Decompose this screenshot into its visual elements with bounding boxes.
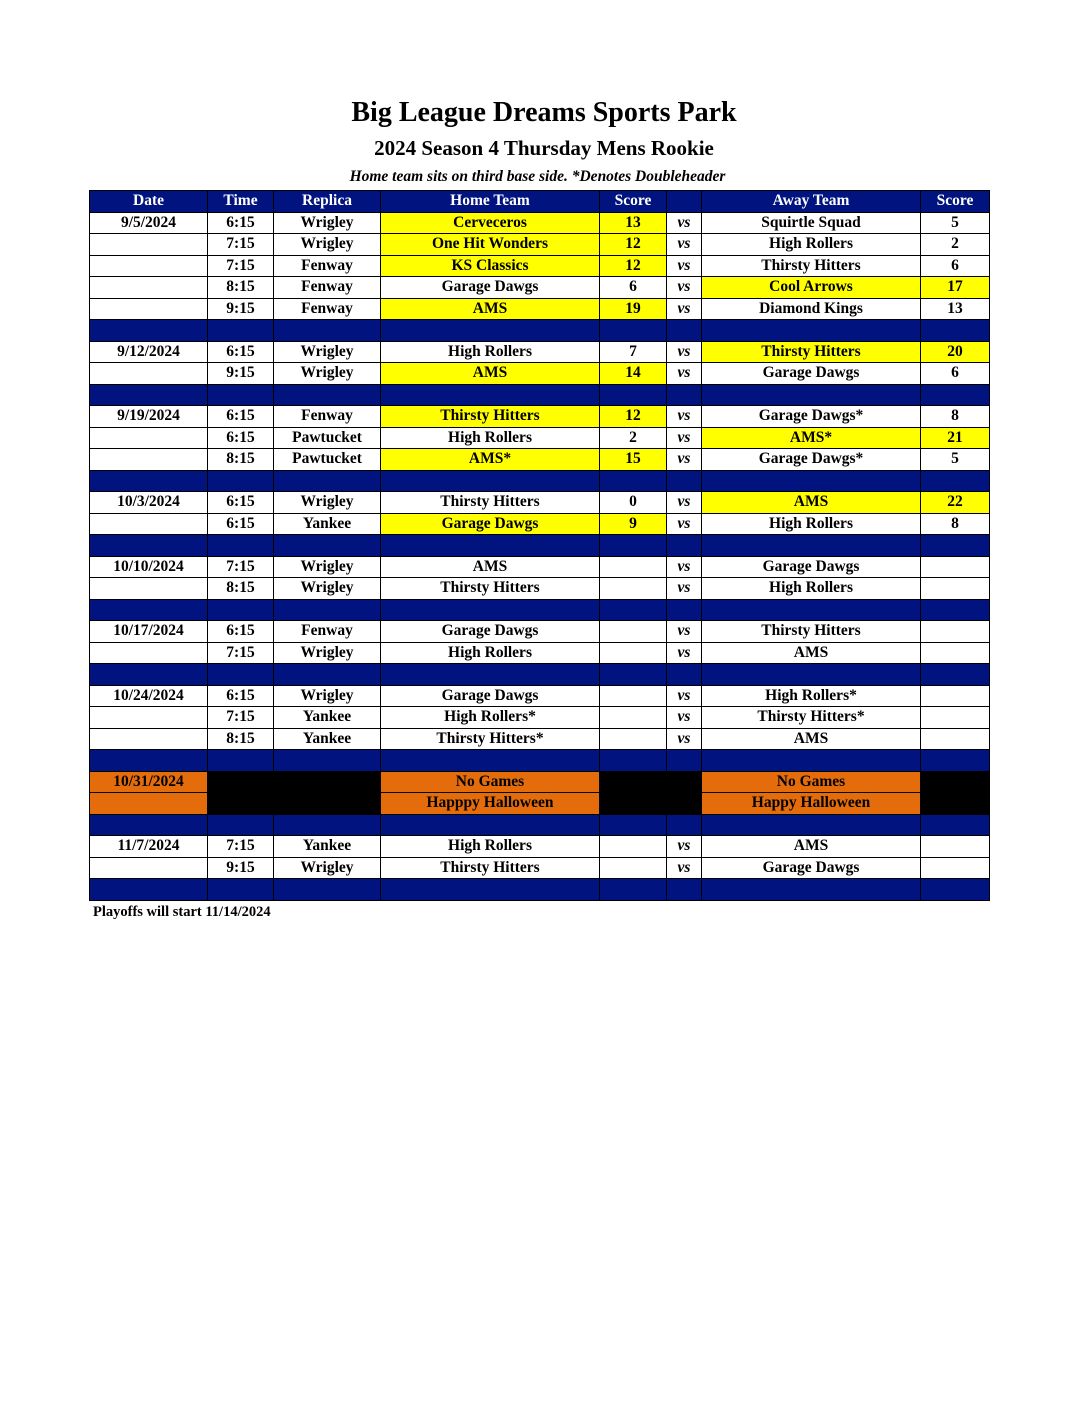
home-team-cell: KS Classics [381, 255, 600, 277]
header-row [90, 191, 990, 213]
separator-cell [274, 535, 381, 557]
vs-cell: vs [667, 578, 702, 600]
away-score-cell: 21 [921, 427, 990, 449]
home-score-cell: 2 [600, 427, 667, 449]
vs-cell: vs [667, 212, 702, 234]
home-score-cell: 12 [600, 234, 667, 256]
separator-cell [921, 879, 990, 901]
home-score-cell: 9 [600, 513, 667, 535]
replica-cell: Wrigley [274, 685, 381, 707]
game-row [90, 341, 990, 363]
game-row [90, 836, 990, 858]
col-header-home-team: Home Team [381, 191, 600, 213]
away-score-cell: 8 [921, 406, 990, 428]
separator-cell [600, 814, 667, 836]
separator-cell [921, 535, 990, 557]
separator-cell [208, 814, 274, 836]
separator-cell [667, 750, 702, 772]
separator-cell [90, 814, 208, 836]
separator-cell [600, 470, 667, 492]
blackout-cell [208, 771, 381, 793]
col-header-home-score: Score [600, 191, 667, 213]
schedule-table [89, 190, 990, 901]
away-team-cell: Thirsty Hitters* [702, 707, 921, 729]
home-team-cell: Thirsty Hitters [381, 406, 600, 428]
home-team-cell: Garage Dawgs [381, 513, 600, 535]
separator-cell [381, 750, 600, 772]
home-team-cell: AMS [381, 363, 600, 385]
separator-cell [90, 320, 208, 342]
holiday-row [90, 793, 990, 815]
separator-cell [274, 599, 381, 621]
time-cell: 7:15 [208, 556, 274, 578]
separator-cell [600, 599, 667, 621]
time-cell: 8:15 [208, 277, 274, 299]
home-team-cell: AMS [381, 298, 600, 320]
away-score-cell [921, 642, 990, 664]
col-header-vs [667, 191, 702, 213]
vs-cell: vs [667, 449, 702, 471]
vs-cell: vs [667, 341, 702, 363]
schedule-note: Home team sits on third base side. *Denotes Doubleheader [349, 168, 726, 185]
date-cell [90, 793, 208, 815]
time-cell: 6:15 [208, 212, 274, 234]
date-cell: 10/31/2024 [90, 771, 208, 793]
vs-cell: vs [667, 427, 702, 449]
away-score-cell [921, 685, 990, 707]
separator-cell [274, 664, 381, 686]
week-separator-row [90, 470, 990, 492]
date-cell: 10/10/2024 [90, 556, 208, 578]
blackout-cell [921, 771, 990, 793]
away-team-cell: Garage Dawgs [702, 857, 921, 879]
separator-cell [274, 814, 381, 836]
away-score-cell: 6 [921, 255, 990, 277]
replica-cell: Pawtucket [274, 427, 381, 449]
home-team-cell: One Hit Wonders [381, 234, 600, 256]
home-team-cell: Garage Dawgs [381, 685, 600, 707]
vs-cell: vs [667, 363, 702, 385]
replica-cell: Fenway [274, 406, 381, 428]
vs-cell: vs [667, 857, 702, 879]
time-cell: 9:15 [208, 298, 274, 320]
away-team-cell: High Rollers* [702, 685, 921, 707]
separator-cell [274, 470, 381, 492]
away-team-cell: Thirsty Hitters [702, 341, 921, 363]
home-team-cell: Thirsty Hitters* [381, 728, 600, 750]
date-cell [90, 363, 208, 385]
home-score-cell [600, 685, 667, 707]
away-team-cell: Squirtle Squad [702, 212, 921, 234]
week-separator-row [90, 750, 990, 772]
time-cell: 6:15 [208, 427, 274, 449]
col-header-away-score: Score [921, 191, 990, 213]
separator-cell [667, 664, 702, 686]
date-cell [90, 298, 208, 320]
away-score-cell: 17 [921, 277, 990, 299]
replica-cell: Wrigley [274, 363, 381, 385]
separator-cell [667, 470, 702, 492]
separator-cell [208, 599, 274, 621]
time-cell: 6:15 [208, 685, 274, 707]
separator-cell [702, 879, 921, 901]
separator-cell [702, 384, 921, 406]
away-team-cell: AMS [702, 492, 921, 514]
date-cell: 9/12/2024 [90, 341, 208, 363]
separator-cell [274, 750, 381, 772]
away-score-cell: 5 [921, 212, 990, 234]
week-separator-row [90, 879, 990, 901]
time-cell: 7:15 [208, 836, 274, 858]
date-cell [90, 728, 208, 750]
separator-cell [702, 320, 921, 342]
separator-cell [208, 470, 274, 492]
game-row [90, 277, 990, 299]
away-team-cell: Thirsty Hitters [702, 255, 921, 277]
schedule-body [90, 212, 990, 900]
home-team-cell: High Rollers [381, 836, 600, 858]
vs-cell: vs [667, 707, 702, 729]
vs-cell: vs [667, 836, 702, 858]
replica-cell: Wrigley [274, 492, 381, 514]
home-team-cell: High Rollers [381, 642, 600, 664]
separator-cell [381, 470, 600, 492]
separator-cell [600, 879, 667, 901]
separator-cell [381, 664, 600, 686]
game-row [90, 427, 990, 449]
separator-cell [667, 814, 702, 836]
game-row [90, 298, 990, 320]
away-team-cell: Garage Dawgs* [702, 406, 921, 428]
col-header-time: Time [208, 191, 274, 213]
game-row [90, 556, 990, 578]
separator-cell [600, 320, 667, 342]
time-cell: 6:15 [208, 513, 274, 535]
home-score-cell [600, 578, 667, 600]
home-score-cell [600, 621, 667, 643]
date-cell [90, 513, 208, 535]
home-team-cell: AMS [381, 556, 600, 578]
replica-cell: Fenway [274, 277, 381, 299]
separator-cell [921, 750, 990, 772]
time-cell: 8:15 [208, 728, 274, 750]
home-score-cell: 0 [600, 492, 667, 514]
date-cell [90, 234, 208, 256]
separator-cell [208, 750, 274, 772]
away-score-cell: 5 [921, 449, 990, 471]
date-cell: 10/17/2024 [90, 621, 208, 643]
vs-cell: vs [667, 728, 702, 750]
replica-cell: Fenway [274, 255, 381, 277]
away-score-cell: 8 [921, 513, 990, 535]
replica-cell: Yankee [274, 513, 381, 535]
blackout-cell [600, 793, 702, 815]
away-team-cell: Garage Dawgs [702, 363, 921, 385]
game-row [90, 449, 990, 471]
replica-cell: Wrigley [274, 556, 381, 578]
time-cell: 6:15 [208, 406, 274, 428]
home-score-cell: 6 [600, 277, 667, 299]
separator-cell [381, 384, 600, 406]
separator-cell [667, 879, 702, 901]
separator-cell [702, 814, 921, 836]
separator-cell [921, 599, 990, 621]
vs-cell: vs [667, 234, 702, 256]
separator-cell [702, 750, 921, 772]
home-team-cell: Garage Dawgs [381, 621, 600, 643]
home-score-cell [600, 728, 667, 750]
page-title: Big League Dreams Sports Park [351, 97, 737, 128]
replica-cell: Fenway [274, 621, 381, 643]
time-cell: 9:15 [208, 857, 274, 879]
separator-cell [921, 320, 990, 342]
separator-cell [208, 664, 274, 686]
time-cell: 6:15 [208, 492, 274, 514]
away-team-cell: Thirsty Hitters [702, 621, 921, 643]
separator-cell [667, 599, 702, 621]
away-score-cell: 13 [921, 298, 990, 320]
away-team-cell: Diamond Kings [702, 298, 921, 320]
date-cell: 9/5/2024 [90, 212, 208, 234]
separator-cell [702, 599, 921, 621]
blackout-cell [921, 793, 990, 815]
home-score-cell [600, 707, 667, 729]
separator-cell [600, 664, 667, 686]
page-subtitle: 2024 Season 4 Thursday Mens Rookie [374, 136, 714, 160]
date-cell [90, 707, 208, 729]
date-cell [90, 255, 208, 277]
home-score-cell: 13 [600, 212, 667, 234]
time-cell: 7:15 [208, 255, 274, 277]
game-row [90, 492, 990, 514]
home-score-cell: 15 [600, 449, 667, 471]
home-score-cell: 7 [600, 341, 667, 363]
separator-cell [667, 535, 702, 557]
replica-cell: Yankee [274, 836, 381, 858]
separator-cell [208, 879, 274, 901]
home-team-cell: Thirsty Hitters [381, 492, 600, 514]
time-cell: 8:15 [208, 449, 274, 471]
separator-cell [208, 535, 274, 557]
separator-cell [702, 664, 921, 686]
game-row [90, 728, 990, 750]
away-team-cell: AMS [702, 836, 921, 858]
away-team-cell: Cool Arrows [702, 277, 921, 299]
away-team-cell: AMS [702, 642, 921, 664]
separator-cell [381, 814, 600, 836]
game-row [90, 234, 990, 256]
separator-cell [90, 664, 208, 686]
week-separator-row [90, 599, 990, 621]
away-score-cell [921, 621, 990, 643]
home-team-cell: Garage Dawgs [381, 277, 600, 299]
away-score-cell [921, 836, 990, 858]
home-team-cell: Cerveceros [381, 212, 600, 234]
time-cell: 7:15 [208, 707, 274, 729]
separator-cell [702, 470, 921, 492]
separator-cell [600, 750, 667, 772]
home-team-cell: AMS* [381, 449, 600, 471]
away-team-cell: Garage Dawgs [702, 556, 921, 578]
home-score-cell: 12 [600, 406, 667, 428]
date-cell [90, 449, 208, 471]
col-header-replica: Replica [274, 191, 381, 213]
replica-cell: Wrigley [274, 341, 381, 363]
week-separator-row [90, 664, 990, 686]
vs-cell: vs [667, 492, 702, 514]
away-team-cell: AMS [702, 728, 921, 750]
separator-cell [90, 599, 208, 621]
week-separator-row [90, 320, 990, 342]
time-cell: 6:15 [208, 621, 274, 643]
date-cell: 11/7/2024 [90, 836, 208, 858]
separator-cell [274, 320, 381, 342]
home-score-cell [600, 556, 667, 578]
home-team-cell: Thirsty Hitters [381, 578, 600, 600]
date-cell [90, 857, 208, 879]
game-row [90, 255, 990, 277]
home-team-cell: High Rollers [381, 341, 600, 363]
separator-cell [90, 750, 208, 772]
replica-cell: Fenway [274, 298, 381, 320]
separator-cell [667, 384, 702, 406]
home-score-cell [600, 642, 667, 664]
game-row [90, 857, 990, 879]
separator-cell [381, 879, 600, 901]
replica-cell: Yankee [274, 707, 381, 729]
blackout-cell [600, 771, 702, 793]
separator-cell [208, 384, 274, 406]
separator-cell [208, 320, 274, 342]
game-row [90, 642, 990, 664]
away-score-cell [921, 857, 990, 879]
home-score-cell: 14 [600, 363, 667, 385]
date-cell [90, 277, 208, 299]
separator-cell [921, 814, 990, 836]
date-cell [90, 427, 208, 449]
vs-cell: vs [667, 642, 702, 664]
separator-cell [381, 320, 600, 342]
separator-cell [90, 470, 208, 492]
home-team-cell: Thirsty Hitters [381, 857, 600, 879]
vs-cell: vs [667, 513, 702, 535]
separator-cell [274, 879, 381, 901]
home-score-cell: 19 [600, 298, 667, 320]
game-row [90, 363, 990, 385]
game-row [90, 707, 990, 729]
separator-cell [90, 384, 208, 406]
replica-cell: Yankee [274, 728, 381, 750]
away-score-cell: 2 [921, 234, 990, 256]
separator-cell [921, 384, 990, 406]
vs-cell: vs [667, 277, 702, 299]
separator-cell [921, 470, 990, 492]
game-row [90, 513, 990, 535]
away-score-cell [921, 707, 990, 729]
col-header-away-team: Away Team [702, 191, 921, 213]
away-score-cell [921, 578, 990, 600]
home-score-cell: 12 [600, 255, 667, 277]
away-score-cell: 20 [921, 341, 990, 363]
away-team-cell: High Rollers [702, 513, 921, 535]
game-row [90, 578, 990, 600]
away-score-cell: 6 [921, 363, 990, 385]
game-row [90, 406, 990, 428]
vs-cell: vs [667, 621, 702, 643]
separator-cell [600, 535, 667, 557]
replica-cell: Wrigley [274, 578, 381, 600]
separator-cell [702, 535, 921, 557]
blackout-cell [208, 793, 381, 815]
away-team-cell: High Rollers [702, 234, 921, 256]
separator-cell [381, 599, 600, 621]
holiday-row [90, 771, 990, 793]
date-cell [90, 642, 208, 664]
replica-cell: Wrigley [274, 212, 381, 234]
separator-cell [667, 320, 702, 342]
separator-cell [90, 535, 208, 557]
holiday-message-away: No Games [702, 771, 921, 793]
time-cell: 7:15 [208, 234, 274, 256]
game-row [90, 212, 990, 234]
vs-cell: vs [667, 255, 702, 277]
game-row [90, 621, 990, 643]
separator-cell [90, 879, 208, 901]
week-separator-row [90, 535, 990, 557]
time-cell: 8:15 [208, 578, 274, 600]
replica-cell: Pawtucket [274, 449, 381, 471]
separator-cell [274, 384, 381, 406]
vs-cell: vs [667, 406, 702, 428]
week-separator-row [90, 814, 990, 836]
col-header-date: Date [90, 191, 208, 213]
away-score-cell [921, 728, 990, 750]
away-team-cell: Garage Dawgs* [702, 449, 921, 471]
time-cell: 6:15 [208, 341, 274, 363]
vs-cell: vs [667, 298, 702, 320]
vs-cell: vs [667, 556, 702, 578]
replica-cell: Wrigley [274, 234, 381, 256]
home-team-cell: High Rollers [381, 427, 600, 449]
time-cell: 9:15 [208, 363, 274, 385]
holiday-message-home: No Games [381, 771, 600, 793]
separator-cell [921, 664, 990, 686]
date-cell [90, 578, 208, 600]
date-cell: 10/24/2024 [90, 685, 208, 707]
away-team-cell: High Rollers [702, 578, 921, 600]
separator-cell [381, 535, 600, 557]
separator-cell [600, 384, 667, 406]
replica-cell: Wrigley [274, 642, 381, 664]
away-score-cell [921, 556, 990, 578]
game-row [90, 685, 990, 707]
home-score-cell [600, 857, 667, 879]
home-team-cell: High Rollers* [381, 707, 600, 729]
holiday-message-home: Happpy Halloween [381, 793, 600, 815]
week-separator-row [90, 384, 990, 406]
time-cell: 7:15 [208, 642, 274, 664]
home-score-cell [600, 836, 667, 858]
replica-cell: Wrigley [274, 857, 381, 879]
away-team-cell: AMS* [702, 427, 921, 449]
date-cell: 9/19/2024 [90, 406, 208, 428]
vs-cell: vs [667, 685, 702, 707]
away-score-cell: 22 [921, 492, 990, 514]
date-cell: 10/3/2024 [90, 492, 208, 514]
playoffs-note: Playoffs will start 11/14/2024 [93, 904, 271, 920]
holiday-message-away: Happy Halloween [702, 793, 921, 815]
